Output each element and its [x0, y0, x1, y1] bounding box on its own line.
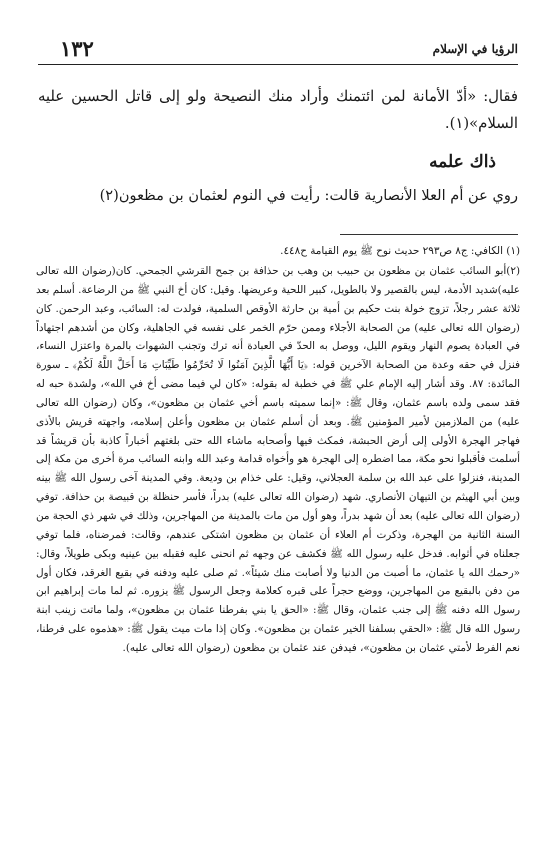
- section-paragraph: روي عن أم العلا الأنصارية قالت: رأيت في النوم لعثمان بن مظعون(٢): [99, 187, 518, 204]
- intro-paragraph: فقال: «أدّ الأمانة لمن ائتمنك وأراد منك النصيحة ولو إلى قاتل الحسين عليه السلام»(١).: [38, 88, 518, 132]
- footnote-1-text: (١) الكافي: ج٨ ص٢٩٣ حديث نوح ﷺ يوم القيامة ح٤٤٨.: [280, 245, 520, 257]
- page-number: ١٣٢: [60, 36, 94, 61]
- footnote-2: [36, 262, 520, 658]
- footnote-divider: [340, 234, 518, 235]
- header-divider: [38, 64, 518, 65]
- section-heading: ذاك علمه: [429, 152, 496, 172]
- running-header-title: الرؤيا في الإسلام: [432, 42, 518, 56]
- footnote-2-text: (٢)أبو السائب عثمان بن مظعون بن حبيب بن وهب بن حذافة بن جمح القرشي الجمحي. كان(رضوان الله تعالى عليه)شديد الأدمة، ليس بالقصير ولا بالطويل، كبير اللحية وعريضها. وقيل: كان أخ النبي ﷺ من الرضاعة. أسلم بعد ثلاثة عشر رجلاً، تزوج خولة بنت حكيم بن أمية بن حارثة الأوقص السلمية، فولدت له: السائب، وعبد الرحمن. كان (رضوان الله تعالى عليه) من الصحابة الأجلاء وممن حرّم الخمر على نفسه في الجاهلية، وكان من أشدهم اجتهاداً في العبادة يصوم النهار ويقوم الليل، ووصل به الحدّ في العبادة أنه ترك وتجنب الشهوات بالمرة واعتزل النساء، فنزل في حقه وعدة من الصحابة الآخرين قوله: ﴿يَا أَيُّهَا الَّذِينَ آمَنُوا لَا تُحَرِّمُوا طَيِّبَاتِ مَا أَحَلَّ اللَّهُ لَكُمْ﴾ ـ سورة المائدة: ٨٧. وقد أشار إليه الإمام علي ﷺ في خطبة له بقوله: «كان لي فيما مضى أخ في الله»، ولشدة حبه له فقد سمى ولده باسم عثمان، وقال ﷺ: «إنما سميته باسم أخي عثمان بن مظعون»، وكان (رضوان الله تعالى عليه) من الملازمين لأمير المؤمنين ﷺ. وبعد أن أسلم عثمان بن مظعون وأعلن إسلامه، واجهته قريش بالأذى فهاجر الهجرة الأولى إلى أرض الحبشة، فمكث فيها وأصحابه ماشاء الله حتى بلغتهم أخباراً كاذبة بأن قريشاً قد أسلمت فأقبلوا نحو مكة، مما اضطره إلى الهجرة هو وأخواه قدامة وعبد الله وابنه السائب مرة أخرى من مكة إلى المدينة، فنزلوا على عبد الله بن سلمة العجلاني، وقيل: على خذام بن وديعة. وفي المدينة آخى رسول الله ﷺ بينه وبين أبي الهيثم بن التيهان الأنصاري. شهد (رضوان الله تعالى عليه) بدراً، فأسر حنظلة بن قبيصة بن حذافة. توفي (رضوان الله تعالى عليه) بعد أن شهد بدراً، وهو أول من مات بالمدينة من المهاجرين، وذلك في شهر ذي الحجة من السنة الثانية من الهجرة، وذكرت أم العلاء أن عثمان بن مظعون اشتكى عندهم، وقالت: فمرضناه، فلما توفي جعلناه في أثوابه. فدخل عليه رسول الله ﷺ فكشف عن وجهه ثم انحنى عليه فقبله بين عينيه وبكى طويلاً، وقال: «رحمك الله يا عثمان، ما أصبت من الدنيا ولا أصابت منك شيئاً». ثم صلى عليه ودفنه في بقيع الغرقد، فكان أول من دفن بالبقيع من المهاجرين، ووضع حجراً على قبره كعلامة وجعل الرسول ﷺ يزوره. ثم لما مات إبراهيم ابن رسول الله دفنه ﷺ إلى جنب عثمان، وقال ﷺ: «الحق يا بني بفرطنا عثمان بن مظعون»، ولما ماتت زينب ابنة رسول الله قال ﷺ: «الحقي بسلفنا الخير عثمان بن مظعون». وكان إذا مات ميت يقول ﷺ: «هذموه على فرطنا، نعم الفرط لأمتي عثمان بن مظعون»، فيدفن عند عثمان بن مظعون (رضوان الله تعالى عليه).: [36, 265, 520, 654]
- footnote-1: [36, 242, 520, 261]
